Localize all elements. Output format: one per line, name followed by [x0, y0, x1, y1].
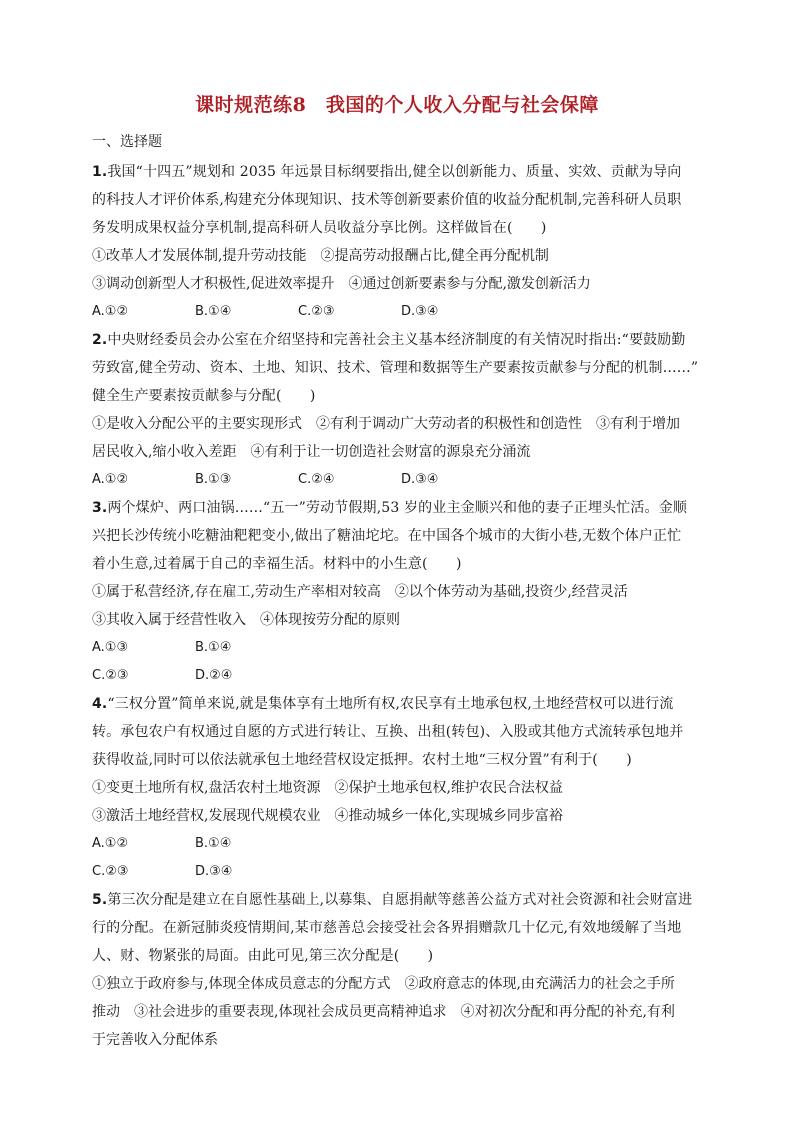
- answer-option[interactable]: D.③④: [401, 472, 439, 487]
- answer-option[interactable]: C.②③: [298, 304, 335, 319]
- question-number: 3.: [92, 500, 108, 516]
- stem-text: 的科技人才评价体系,构建充分体现知识、技术等创新要素价值的收益分配机制,完善科研人员职: [92, 192, 682, 208]
- answer-option[interactable]: D.②④: [195, 668, 233, 683]
- question-number: 2.: [92, 332, 108, 348]
- stem-line: [92, 522, 702, 550]
- stem-text: 获得收益,同时可以依法就承包土地经营权设定抵押。农村土地“三权分置”有利于( ): [92, 752, 632, 768]
- statement-line: ③调动创新型人才积极性,促进效率提升 ④通过创新要素参与分配,激发创新活力: [92, 276, 591, 292]
- page-title: 课时规范练8 我国的个人收入分配与社会保障: [195, 94, 599, 116]
- question-3: [92, 494, 702, 690]
- stem-text: 健全生产要素按贡献参与分配( ): [92, 388, 316, 404]
- statement-line: ③其收入属于经营性收入 ④体现按劳分配的原则: [92, 612, 400, 628]
- answer-options-row: [92, 830, 702, 858]
- stem-line: [92, 382, 702, 410]
- stem-text: 劳致富,健全劳动、资本、土地、知识、技术、管理和数据等生产要素按贡献参与分配的机制……”: [92, 360, 699, 376]
- stem-line: [92, 942, 702, 970]
- question-4: [92, 690, 702, 886]
- stem-line: [92, 214, 702, 242]
- answer-options-row: [92, 466, 702, 494]
- answer-option[interactable]: C.②③: [92, 864, 129, 879]
- answer-option[interactable]: A.①②: [92, 304, 129, 319]
- stem-text: 我国“十四五”规划和 2035 年远景目标纲要指出,健全以创新能力、质量、实效、贡献为导向: [107, 164, 682, 180]
- answer-option[interactable]: C.②④: [298, 472, 335, 487]
- question-stem: [92, 494, 702, 578]
- stem-line: [92, 550, 702, 578]
- stem-text: 务发明成果权益分享机制,提高科研人员收益分享比例。这样做旨在( ): [92, 220, 547, 236]
- stem-line: [92, 718, 702, 746]
- answer-options-row: [92, 662, 702, 690]
- statement-line: 居民收入,缩小收入差距 ④有利于让一切创造社会财富的源泉充分涌流: [92, 444, 531, 460]
- question-number: 1.: [92, 164, 108, 180]
- stem-text: 行的分配。在新冠肺炎疫情期间,某市慈善总会接受社会各界捐赠款几十亿元,有效地缓解了当地: [92, 920, 682, 936]
- section-heading: 一、选择题: [92, 134, 162, 150]
- answer-option[interactable]: D.③④: [401, 304, 439, 319]
- answer-option[interactable]: A.①③: [92, 640, 129, 655]
- answer-option[interactable]: B.①④: [195, 640, 232, 655]
- question-number: 5.: [92, 892, 108, 908]
- question-stem: [92, 886, 702, 970]
- stem-line: [92, 886, 702, 914]
- stem-text: 两个煤炉、两口油锅……“五一”劳动节假期,53 岁的业主金顺兴和他的妻子正埋头忙活。金顺: [107, 500, 688, 516]
- stem-line: [92, 690, 702, 718]
- answer-options-row: [92, 858, 702, 886]
- statement-line: ①改革人才发展体制,提升劳动技能 ②提高劳动报酬占比,健全再分配机制: [92, 248, 549, 264]
- stem-text: 兴把长沙传统小吃糖油粑粑变小,做出了糖油坨坨。在中国各个城市的大街小巷,无数个体户正忙: [92, 528, 682, 544]
- answer-option[interactable]: B.①④: [195, 836, 232, 851]
- stem-line: [92, 494, 702, 522]
- stem-line: [92, 186, 702, 214]
- answer-option[interactable]: C.②③: [92, 668, 129, 683]
- answer-options-row: [92, 298, 702, 326]
- statement-line: ①是收入分配公平的主要实现形式 ②有利于调动广大劳动者的积极性和创造性 ③有利于增加: [92, 416, 680, 432]
- answer-option[interactable]: A.①②: [92, 836, 129, 851]
- stem-text: 第三次分配是建立在自愿性基础上,以募集、自愿捐献等慈善公益方式对社会资源和社会财富进: [107, 892, 693, 908]
- answer-option[interactable]: D.③④: [195, 864, 233, 879]
- answer-options-row: [92, 634, 702, 662]
- stem-line: [92, 158, 702, 186]
- question-stem: [92, 326, 702, 410]
- question-2: [92, 326, 702, 494]
- stem-text: 转。承包农户有权通过自愿的方式进行转让、互换、出租(转包)、入股或其他方式流转承包地并: [92, 724, 684, 740]
- stem-text: 着小生意,过着属于自己的幸福生活。材料中的小生意( ): [92, 556, 462, 572]
- stem-text: “三权分置”简单来说,就是集体享有土地所有权,农民享有土地承包权,土地经营权可以进行流: [107, 696, 674, 712]
- answer-option[interactable]: A.①②: [92, 472, 129, 487]
- stem-line: [92, 326, 702, 354]
- stem-text: 中央财经委员会办公室在介绍坚持和完善社会主义基本经济制度的有关情况时指出:“要鼓励勤: [107, 332, 686, 348]
- statement-line: 推动 ③社会进步的重要表现,体现社会成员更高精神追求 ④对初次分配和再分配的补充,有利: [92, 1004, 675, 1020]
- statement-line: ③激活土地经营权,发展现代规模农业 ④推动城乡一体化,实现城乡同步富裕: [92, 808, 563, 824]
- statement-line: ①属于私营经济,存在雇工,劳动生产率相对较高 ②以个体劳动为基础,投资少,经营灵活: [92, 584, 628, 600]
- question-stem: [92, 690, 702, 774]
- stem-line: [92, 746, 702, 774]
- question-number: 4.: [92, 696, 108, 712]
- statement-line: 于完善收入分配体系: [92, 1032, 218, 1048]
- stem-line: [92, 354, 702, 382]
- question-1: [92, 158, 702, 326]
- question-list: [92, 158, 702, 1054]
- question-5: [92, 886, 702, 1054]
- statement-line: ①独立于政府参与,体现全体成员意志的分配方式 ②政府意志的体现,由充满活力的社会之手所: [92, 976, 675, 992]
- question-stem: [92, 158, 702, 242]
- answer-option[interactable]: B.①④: [195, 304, 232, 319]
- answer-option[interactable]: B.①③: [195, 472, 232, 487]
- stem-text: 人、财、物紧张的局面。由此可见,第三次分配是( ): [92, 948, 434, 964]
- statement-line: ①变更土地所有权,盘活农村土地资源 ②保护土地承包权,维护农民合法权益: [92, 780, 563, 796]
- stem-line: [92, 914, 702, 942]
